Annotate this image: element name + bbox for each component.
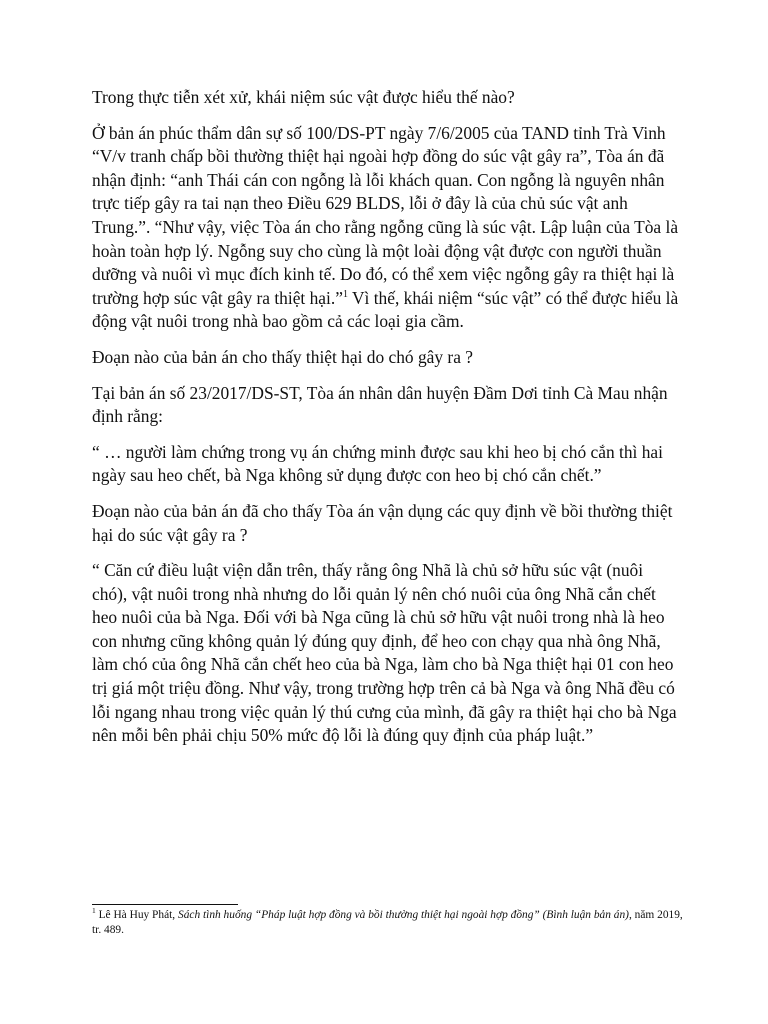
footnote — [92, 908, 692, 937]
paragraph-goose-case — [92, 122, 682, 334]
footnote-number: 1 — [92, 906, 96, 916]
question-concept-of-animals: Trong thực tiễn xét xử, khái niệm súc vật được hiểu thế nào? — [92, 87, 515, 107]
paragraph-judgment-intro: Tại bản án số 23/2017/DS-ST, Tòa án nhân dân huyện Đầm Dơi tỉnh Cà Mau nhận định rằng: — [92, 382, 668, 427]
paragraph-goose-case-text: Ở bản án phúc thẩm dân sự số 100/DS-PT ngày 7/6/2005 của TAND tỉnh Trà Vinh “V/v tranh chấp bồi thường thiệt hại ngoài hợp đồng do súc vật gây ra”, Tòa án đã nhận định: “anh Thái cán con ngỗng là lỗi khách quan. Con ngỗng là nguyên nhân trực tiếp gây ra tai nạn theo Điều 629 BLDS, lỗi ở đây là của chủ súc vật anh Trung.”. “Như vậy, việc Tòa án cho rằng ngỗng cũng là súc vật. Lập luận của Tòa là hoàn toàn hợp lý. Ngỗng suy cho cùng là một loài động vật được con người thuần dưỡng và nuôi vì mục đích kinh tế. Do đó, có thể xem việc ngỗng gây ra thiệt hại là trường hợp súc vật gây ra thiệt hại.” — [92, 122, 679, 308]
quote-witness-statement: “ … người làm chứng trong vụ án chứng minh được sau khi heo bị chó cắn thì hai ngày sau heo chết, bà Nga không sử dụng được con heo bị chó cắn chết.” — [92, 441, 663, 486]
footnote-book-title: Sách tình huống “Pháp luật hợp đồng và bồi thường thiệt hại ngoài hợp đồng” (Bình luận bản án) — [178, 909, 629, 921]
quote-court-reasoning: “ Căn cứ điều luật viện dẫn trên, thấy rằng ông Nhã là chủ sở hữu súc vật (nuôi chó), vật nuôi trong nhà nhưng do lỗi quản lý nên chó nuôi của ông Nhã cắn chết heo nuôi của bà Nga. Đối với bà Nga cũng là chủ sở hữu vật nuôi trong nhà là heo con nhưng cũng không quản lý đúng quy định, để heo con chạy qua nhà ông Nhã, làm chó của ông Nhã cắn chết heo của bà Nga, làm cho bà Nga thiệt hại 01 con heo trị giá một triệu đồng. Như vậy, trong trường hợp trên cả bà Nga và ông Nhã đều có lỗi ngang nhau trong việc quản lý thú cưng của mình, đã gây ra thiệt hại cho bà Nga nên mỗi bên phải chịu 50% mức độ lỗi là đúng quy định của pháp luật.” — [92, 560, 677, 746]
document-body — [92, 86, 682, 760]
footnote-separator — [92, 904, 238, 905]
question-court-application: Đoạn nào của bản án đã cho thấy Tòa án vận dụng các quy định về bồi thường thiệt hại do súc vật gây ra ? — [92, 500, 673, 545]
footnote-author: Lê Hà Huy Phát, — [95, 909, 178, 921]
footnote-details: , năm 2019, tr. 489. — [92, 909, 683, 936]
footnote-reference[interactable]: 1 — [342, 288, 348, 300]
question-dog-damage: Đoạn nào của bản án cho thấy thiệt hại do chó gây ra ? — [92, 346, 473, 367]
paragraph-goose-case-conclusion: Vì thế, khái niệm “súc vật” có thể được hiểu là động vật nuôi trong nhà bao gồm cả các loại gia cầm. — [92, 287, 679, 332]
